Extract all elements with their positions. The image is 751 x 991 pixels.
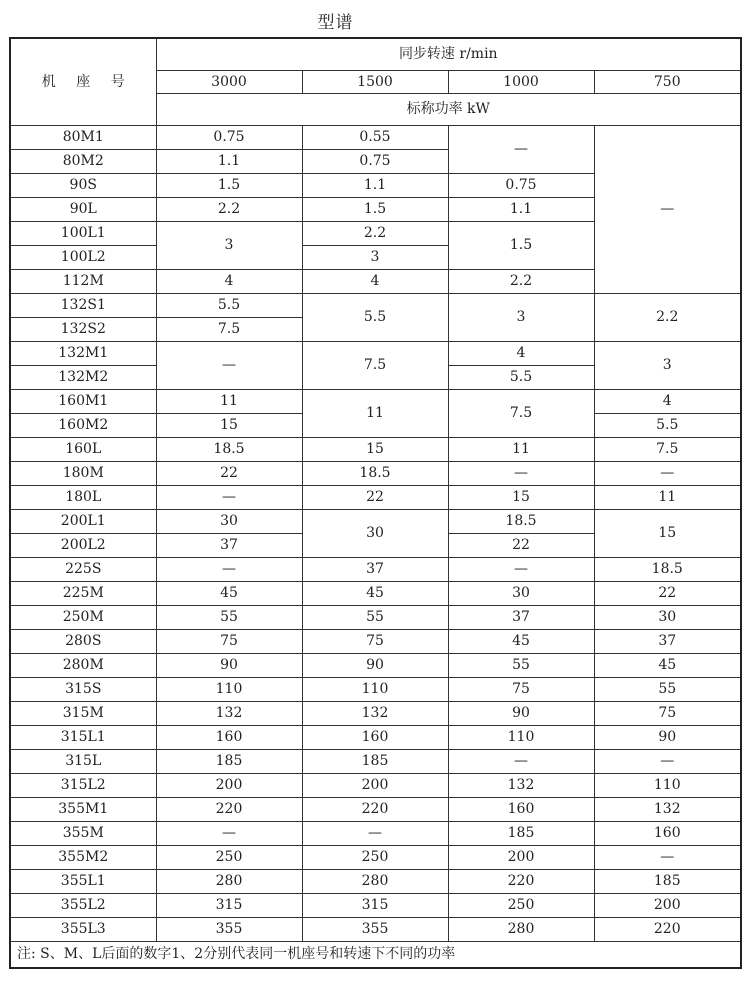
power-cell: 110 — [156, 678, 302, 702]
table-row — [10, 894, 741, 918]
power-cell: 1.1 — [448, 198, 594, 222]
power-cell: 315 — [302, 894, 448, 918]
power-cell: 11 — [156, 390, 302, 414]
power-cell: 18.5 — [302, 462, 448, 486]
table-caption — [0, 8, 751, 33]
table-row — [10, 918, 741, 942]
power-cell: 2.2 — [594, 294, 741, 342]
power-cell: 110 — [302, 678, 448, 702]
power-cell: 1.5 — [156, 174, 302, 198]
power-cell: — — [156, 486, 302, 510]
frame-cell: 315L2 — [10, 774, 156, 798]
frame-cell: 90S — [10, 174, 156, 198]
frame-cell: 132M2 — [10, 366, 156, 390]
table-row — [10, 510, 741, 534]
power-cell: — — [448, 126, 594, 174]
power-cell: 0.75 — [156, 126, 302, 150]
table-row — [10, 822, 741, 846]
power-cell: 250 — [156, 846, 302, 870]
note-row — [10, 942, 741, 969]
power-cell: 185 — [594, 870, 741, 894]
power-cell: 22 — [594, 582, 741, 606]
frame-cell: 180M — [10, 462, 156, 486]
frame-header: 机 座 号 — [10, 38, 156, 126]
power-cell: 37 — [594, 630, 741, 654]
table-row — [10, 126, 741, 150]
table-row — [10, 294, 741, 318]
frame-cell: 160M1 — [10, 390, 156, 414]
power-cell: 11 — [594, 486, 741, 510]
power-cell: 75 — [448, 678, 594, 702]
power-cell: 160 — [156, 726, 302, 750]
power-cell: 1.1 — [302, 174, 448, 198]
power-cell: 280 — [302, 870, 448, 894]
frame-cell: 280S — [10, 630, 156, 654]
frame-cell: 100L1 — [10, 222, 156, 246]
power-cell: 5.5 — [156, 294, 302, 318]
power-cell: 355 — [302, 918, 448, 942]
power-cell: 2.2 — [302, 222, 448, 246]
frame-cell: 355M2 — [10, 846, 156, 870]
table-row — [10, 702, 741, 726]
power-cell: 15 — [156, 414, 302, 438]
power-cell: 250 — [302, 846, 448, 870]
power-cell: 75 — [594, 702, 741, 726]
power-header: 标称功率 kW — [156, 94, 741, 126]
frame-cell: 355L3 — [10, 918, 156, 942]
frame-cell: 315L — [10, 750, 156, 774]
frame-cell: 315L1 — [10, 726, 156, 750]
power-cell: 37 — [302, 558, 448, 582]
table-row — [10, 582, 741, 606]
power-cell: 132 — [302, 702, 448, 726]
power-cell: 5.5 — [594, 414, 741, 438]
power-cell: — — [448, 558, 594, 582]
power-cell: 18.5 — [594, 558, 741, 582]
speed-1000: 1000 — [448, 71, 594, 94]
frame-cell: 80M2 — [10, 150, 156, 174]
power-cell: 5.5 — [448, 366, 594, 390]
power-cell: 160 — [302, 726, 448, 750]
power-cell: 15 — [594, 510, 741, 558]
power-cell: 4 — [448, 342, 594, 366]
power-cell: — — [594, 126, 741, 294]
power-cell: 315 — [156, 894, 302, 918]
power-cell: 18.5 — [448, 510, 594, 534]
power-cell: 90 — [302, 654, 448, 678]
frame-cell: 112M — [10, 270, 156, 294]
frame-cell: 200L1 — [10, 510, 156, 534]
frame-cell: 355L2 — [10, 894, 156, 918]
power-cell: 132 — [594, 798, 741, 822]
power-cell: 5.5 — [302, 294, 448, 342]
frame-cell: 132M1 — [10, 342, 156, 366]
frame-cell: 160M2 — [10, 414, 156, 438]
power-cell: — — [594, 750, 741, 774]
power-cell: — — [594, 462, 741, 486]
speed-1500: 1500 — [302, 71, 448, 94]
table-row — [10, 462, 741, 486]
power-cell: 0.55 — [302, 126, 448, 150]
power-cell: 15 — [302, 438, 448, 462]
power-cell: 185 — [156, 750, 302, 774]
table-row — [10, 438, 741, 462]
power-cell: 7.5 — [302, 342, 448, 390]
power-cell: 7.5 — [594, 438, 741, 462]
speed-3000: 3000 — [156, 71, 302, 94]
table-row — [10, 390, 741, 414]
power-cell: 110 — [448, 726, 594, 750]
power-cell: 3 — [302, 246, 448, 270]
table-row — [10, 798, 741, 822]
power-cell: 18.5 — [156, 438, 302, 462]
power-cell: 2.2 — [448, 270, 594, 294]
power-cell: 55 — [594, 678, 741, 702]
frame-cell: 355M1 — [10, 798, 156, 822]
power-cell: 22 — [448, 534, 594, 558]
power-cell: 90 — [156, 654, 302, 678]
power-cell: 75 — [302, 630, 448, 654]
frame-cell: 355L1 — [10, 870, 156, 894]
frame-cell: 80M1 — [10, 126, 156, 150]
power-cell: 280 — [448, 918, 594, 942]
frame-cell: 90L — [10, 198, 156, 222]
power-cell: 132 — [156, 702, 302, 726]
frame-cell: 132S1 — [10, 294, 156, 318]
power-cell: 185 — [302, 750, 448, 774]
power-cell: 355 — [156, 918, 302, 942]
frame-cell: 315M — [10, 702, 156, 726]
power-cell: 220 — [448, 870, 594, 894]
power-cell: 30 — [302, 510, 448, 558]
table-row — [10, 846, 741, 870]
power-cell: 55 — [448, 654, 594, 678]
power-cell: 7.5 — [448, 390, 594, 438]
power-cell: 280 — [156, 870, 302, 894]
power-cell: 45 — [302, 582, 448, 606]
frame-cell: 315S — [10, 678, 156, 702]
power-cell: 220 — [594, 918, 741, 942]
frame-cell: 180L — [10, 486, 156, 510]
power-cell: 1.5 — [448, 222, 594, 270]
power-cell: 55 — [302, 606, 448, 630]
power-cell: 30 — [448, 582, 594, 606]
power-cell: — — [156, 342, 302, 390]
table-row — [10, 606, 741, 630]
power-cell: 7.5 — [156, 318, 302, 342]
power-cell: 200 — [594, 894, 741, 918]
frame-cell: 225S — [10, 558, 156, 582]
power-cell: 160 — [594, 822, 741, 846]
power-cell: 0.75 — [302, 150, 448, 174]
power-cell: 3 — [156, 222, 302, 270]
frame-cell: 160L — [10, 438, 156, 462]
power-cell: 90 — [448, 702, 594, 726]
power-cell: 30 — [156, 510, 302, 534]
power-cell: 1.5 — [302, 198, 448, 222]
power-cell: 37 — [156, 534, 302, 558]
power-cell: 185 — [448, 822, 594, 846]
power-cell: 55 — [156, 606, 302, 630]
power-cell: 90 — [594, 726, 741, 750]
power-cell: 220 — [302, 798, 448, 822]
power-cell: 37 — [448, 606, 594, 630]
power-cell: 4 — [302, 270, 448, 294]
power-cell: 4 — [594, 390, 741, 414]
table-row — [10, 750, 741, 774]
power-cell: 45 — [448, 630, 594, 654]
power-cell: 3 — [594, 342, 741, 390]
table-row — [10, 630, 741, 654]
power-cell: 11 — [302, 390, 448, 438]
frame-cell: 355M — [10, 822, 156, 846]
table-row — [10, 726, 741, 750]
power-cell: 220 — [156, 798, 302, 822]
table-note: 注: S、M、L后面的数字1、2分别代表同一机座号和转速下不同的功率 — [10, 942, 741, 969]
power-cell: 75 — [156, 630, 302, 654]
power-cell: 30 — [594, 606, 741, 630]
power-rating-table — [9, 37, 742, 969]
power-cell: 132 — [448, 774, 594, 798]
table-row — [10, 774, 741, 798]
power-cell: 200 — [156, 774, 302, 798]
table-row — [10, 486, 741, 510]
power-cell: 1.1 — [156, 150, 302, 174]
power-cell: 45 — [156, 582, 302, 606]
power-cell: 200 — [448, 846, 594, 870]
power-cell: 0.75 — [448, 174, 594, 198]
frame-cell: 200L2 — [10, 534, 156, 558]
power-cell: 15 — [448, 486, 594, 510]
power-cell: — — [156, 822, 302, 846]
caption-text: 型谱 — [317, 13, 354, 33]
power-cell: — — [448, 462, 594, 486]
power-cell: 250 — [448, 894, 594, 918]
frame-cell: 280M — [10, 654, 156, 678]
table-row — [10, 870, 741, 894]
table-row — [10, 558, 741, 582]
power-cell: 160 — [448, 798, 594, 822]
power-cell: 22 — [156, 462, 302, 486]
frame-cell: 100L2 — [10, 246, 156, 270]
power-cell: — — [594, 846, 741, 870]
table-row — [10, 678, 741, 702]
table-row — [10, 654, 741, 678]
speed-750: 750 — [594, 71, 741, 94]
power-cell: 4 — [156, 270, 302, 294]
power-cell: — — [156, 558, 302, 582]
frame-cell: 132S2 — [10, 318, 156, 342]
power-cell: 200 — [302, 774, 448, 798]
power-cell: 110 — [594, 774, 741, 798]
power-cell: 45 — [594, 654, 741, 678]
power-cell: 2.2 — [156, 198, 302, 222]
power-cell: 11 — [448, 438, 594, 462]
power-cell: 22 — [302, 486, 448, 510]
frame-cell: 250M — [10, 606, 156, 630]
power-cell: 3 — [448, 294, 594, 342]
power-cell: — — [448, 750, 594, 774]
frame-cell: 225M — [10, 582, 156, 606]
power-cell: — — [302, 822, 448, 846]
speed-header: 同步转速 r/min — [156, 38, 741, 71]
table-row — [10, 342, 741, 366]
